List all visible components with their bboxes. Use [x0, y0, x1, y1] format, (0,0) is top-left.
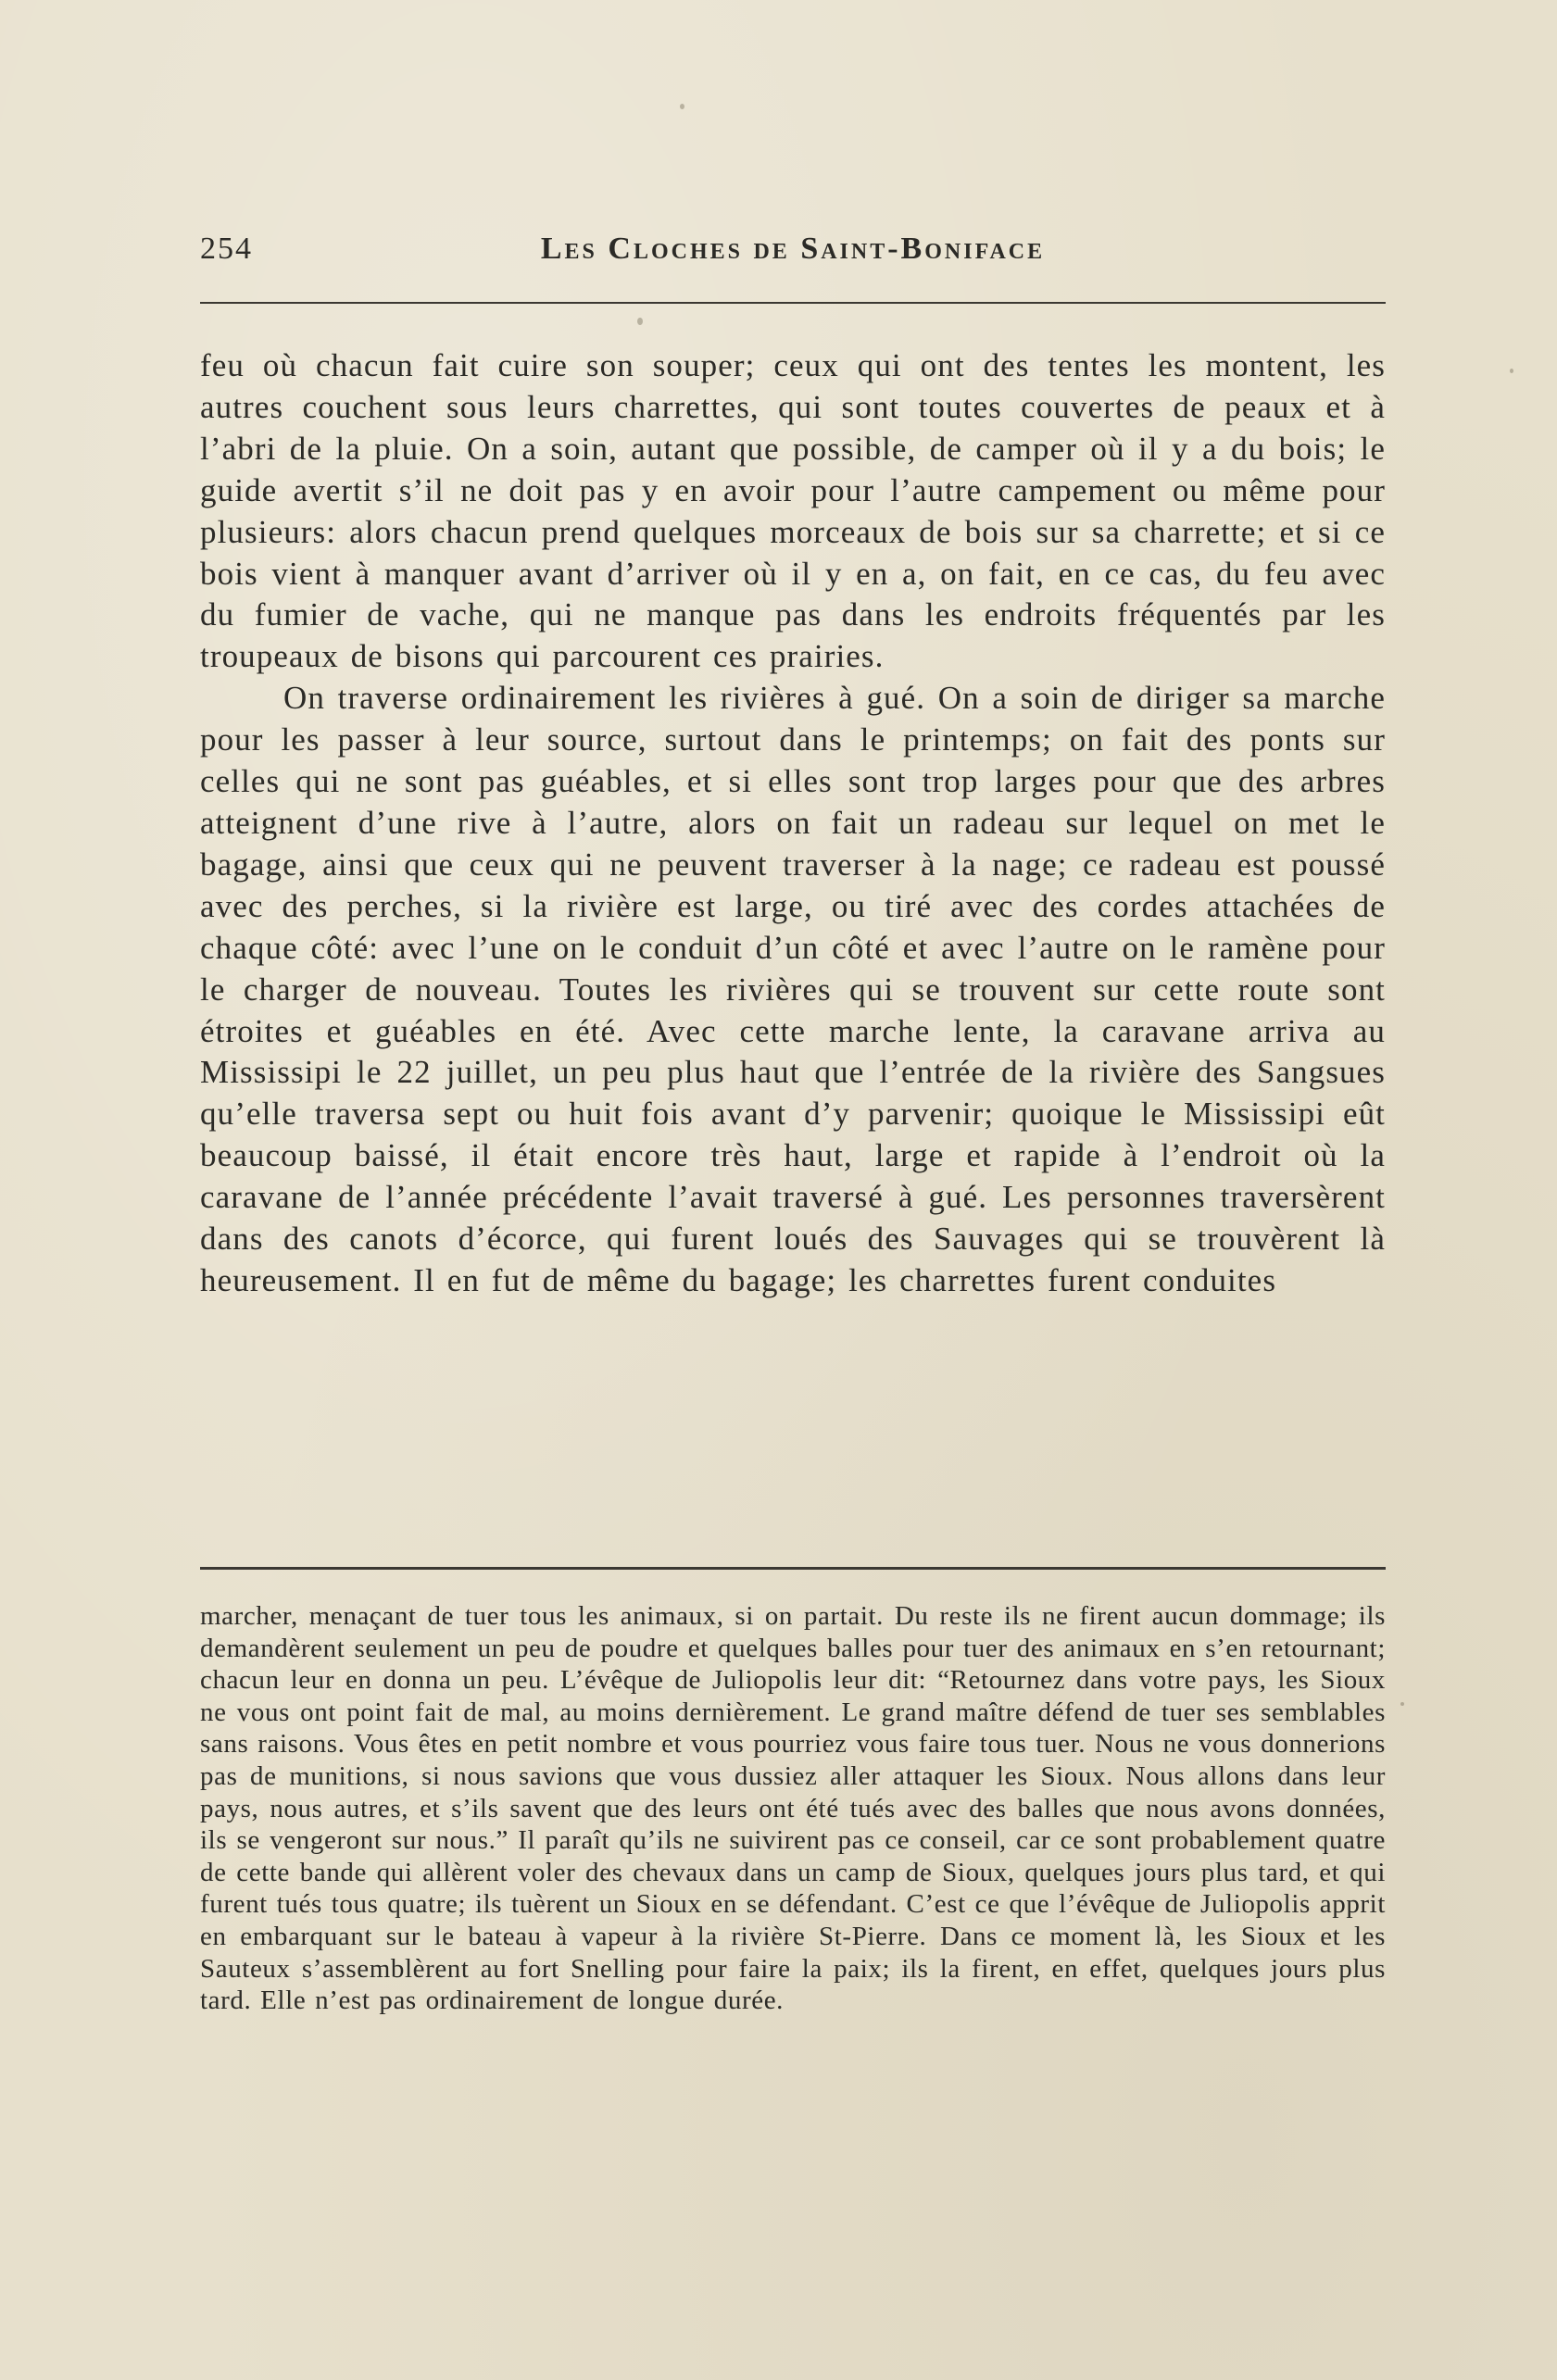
page-number: 254 [200, 232, 253, 266]
footnote-rule [200, 1567, 1386, 1570]
running-title: Les Cloches de Saint-Boniface [540, 232, 1046, 266]
page-header [200, 232, 1386, 278]
paper-speck [1510, 369, 1513, 373]
paragraph-river-crossing: On traverse ordinairement les rivières à gué. On a soin de diriger sa marche pour les passer à leur source, surtout dans le printemps; on fait des ponts sur celles qui ne sont pas guéables, et si elles sont trop larges pour que des arbres atteignent d’une rive à l’autre, alors on fait un radeau sur lequel on met le bagage, ainsi que ceux qui ne peuvent traverser à la nage; ce radeau est poussé avec des perches, si la rivière est large, ou tiré avec des cordes attachées de chaque côté: avec l’une on le conduit d’un côté et avec l’autre on le ramène pour le charger de nouveau. Toutes les rivières qui se trouvent sur cette route sont étroites et guéables en été. Avec cette marche lente, la caravane arriva au Mississipi le 22 juillet, un peu plus haut que l’entrée de la rivière des Sangsues qu’elle traversa sept ou huit fois avant d’y parvenir; quoique le Mississipi eût beaucoup baissé, il était encore très haut, large et rapide à l’endroit où la caravane de l’année précédente l’avait traversé à gué. Les personnes traversèrent dans des canots d’écorce, qui furent loués des Sauvages qui se trouvèrent là heureusement. Il en fut de même du bagage; les charrettes furent conduites [200, 680, 1386, 1298]
footnote-block [200, 1600, 1386, 2017]
footnote-text: marcher, menaçant de tuer tous les animaux, si on partait. Du reste ils ne firent aucun dommage; ils demandèrent seulement un peu de poudre et quelques balles pour tuer des animaux en s’en retournant; chacun leur en donna un peu. L’évêque de Juliopolis leur dit: “Retournez dans votre pays, les Sioux ne vous ont point fait de mal, au moins dernièrement. Le grand maître défend de tuer ses semblables sans raisons. Vous êtes en petit nombre et vous pourriez vous faire tous tuer. Nous ne vous donnerions pas de munitions, si nous savions que vous dussiez aller attaquer les Sioux. Nous allons dans leur pays, nous autres, et s’ils savent que des leurs ont été tués avec des balles que nous avons données, ils se vengeront sur nous.” Il paraît qu’ils ne suivirent pas ce conseil, car ce sont probablement quatre de cette bande qui allèrent voler des chevaux dans un camp de Sioux, quelques jours plus tard, et qui furent tués tous quatre; ils tuèrent un Sioux en se défendant. C’est ce que l’évêque de Juliopolis apprit en embarquant sur le bateau à vapeur à la rivière St-Pierre. Dans ce moment là, les Sioux et les Sauteux s’assemblèrent au fort Snelling pour faire la paix; ils la firent, en effet, quelques jours plus tard. Elle n’est pas ordinairement de longue durée. [200, 1601, 1386, 2016]
header-rule [200, 302, 1386, 304]
main-text-block [200, 345, 1386, 1302]
paper-speck [1400, 1702, 1404, 1706]
paragraph-continuation: feu où chacun fait cuire son souper; ceux qui ont des tentes les montent, les autres couchent sous leurs charrettes, qui sont toutes couvertes de peaux et à l’abri de la pluie. On a soin, autant que possible, de camper où il y a du bois; le guide avertit s’il ne doit pas y en avoir pour l’autre campement ou même pour plusieurs: alors chacun prend quelques morceaux de bois sur sa charrette; et si ce bois vient à manquer avant d’arriver où il y en a, on fait, en ce cas, du feu avec du fumier de vache, qui ne manque pas dans les endroits fréquentés par les troupeaux de bisons qui parcourent ces prairies. [200, 347, 1386, 675]
paper-speck [680, 104, 684, 109]
paper-speck [637, 318, 643, 325]
